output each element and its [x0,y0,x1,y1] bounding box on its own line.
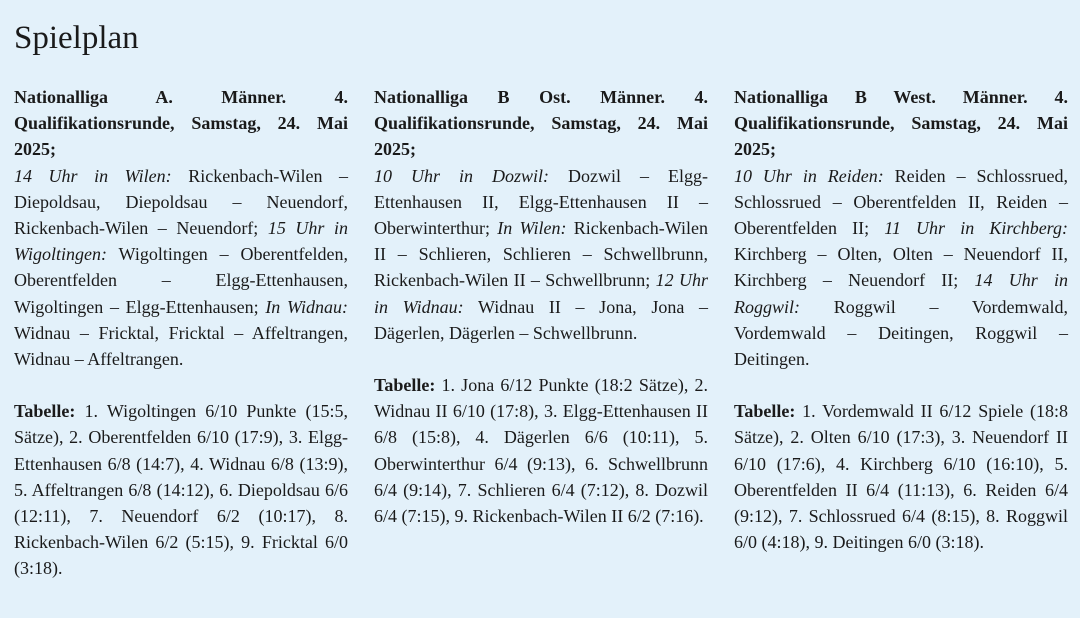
standings [374,372,708,529]
column-heading: Nationalliga B Ost. Männer. 4. Qualifikationsrunde, Samstag, 24. Mai 2025; [374,87,708,160]
game-pairings: Widnau II – Jona, Jona – Dägerlen, Dägerlen – Schwellbrunn. [374,296,708,343]
game-time-location: 10 Uhr in Reiden: [734,165,884,186]
game-time-location: In Wilen: [497,218,567,239]
standings-label: Tabelle: [14,401,76,422]
game-schedule [14,163,348,373]
column-nlb-west [734,84,1068,555]
standings-label: Tabelle: [734,401,796,422]
standings [734,398,1068,555]
game-pairings: Rickenbach-Wilen – Diepoldsau, Diepoldsau – Neuendorf, Rickenbach-Wilen – Neuendorf; [14,165,349,239]
game-time-location: In Widnau: [265,296,348,317]
game-schedule [374,163,708,346]
standings-text: 1. Jona 6/12 Punkte (18:2 Sätze), 2. Widnau II 6/10 (17:8), 3. Elgg-Ettenhausen II 6/8 (15:8), 4. Dägerlen 6/6 (10:11), 5. Oberwinterthur 6/4 (9:13), 6. Schwellbrunn 6/4 (9:14), 7. Schlieren 6/4 (7:12), 8. Dozwil 6/4 (7:15), 9. Rickenbach-Wilen II 6/2 (7:16). [374,375,708,527]
game-pairings: Widnau – Fricktal, Fricktal – Affeltrangen, Widnau – Affeltrangen. [14,322,348,370]
game-pairings: Kirchberg – Olten, Olten – Neuendorf II, Kirchberg – Neuendorf II; [734,244,1068,291]
game-time-location: 14 Uhr in Wilen: [14,165,172,186]
standings-text: 1. Wigoltingen 6/10 Punkte (15:5, Sätze), 2. Oberentfelden 6/10 (17:9), 3. Elgg-Ettenhausen 6/8 (14:7), 4. Widnau 6/8 (13:9), 5. Affeltrangen 6/8 (14:12), 6. Diepoldsau 6/6 (12:11), 7. Neuendorf 6/2 (10:17), 8. Rickenbach-Wilen 6/2 (5:15), 9. Fricktal 6/0 (3:18). [14,401,349,579]
column-nla [14,84,348,582]
standings-text: 1. Vordemwald II 6/12 Spiele (18:8 Sätze), 2. Olten 6/10 (17:3), 3. Neuendorf II 6/10 (17:6), 4. Kirchberg 6/10 (16:10), 5. Oberentfelden II 6/4 (11:13), 6. Reiden 6/4 (9:12), 7. Schlossrued 6/4 (8:15), 8. Roggwil 6/0 (4:18), 9. Deitingen 6/0 (3:18). [734,401,1068,553]
standings [14,398,348,581]
column-heading: Nationalliga A. Männer. 4. Qualifikationsrunde, Samstag, 24. Mai 2025; [14,87,348,160]
column-heading: Nationalliga B West. Männer. 4. Qualifikationsrunde, Samstag, 24. Mai 2025; [734,87,1068,160]
game-time-location: 10 Uhr in Dozwil: [374,165,550,186]
standings-label: Tabelle: [374,375,436,396]
game-time-location: 11 Uhr in Kirchberg: [884,218,1069,239]
game-pairings: Roggwil – Vordemwald, Vordemwald – Deitingen, Roggwil – Deitingen. [734,296,1068,370]
game-schedule [734,163,1068,373]
page-title: Spielplan [14,20,139,56]
game-time-location: 15 Uhr in Wigoltingen: [14,218,348,265]
game-pairings: Wigoltingen – Oberentfelden, Oberentfelden – Elgg-Ettenhausen, Wigoltingen – Elgg-Ettenhausen; [14,244,348,317]
game-time-location: 12 Uhr in Widnau: [374,270,708,317]
game-pairings: Reiden – Schlossrued, Schlossrued – Oberentfelden II, Reiden – Oberentfelden II; [734,165,1068,239]
game-pairings: Rickenbach-Wilen II – Schlieren, Schlieren – Schwellbrunn, Rickenbach-Wilen II – Schwellbrunn; [374,218,709,291]
game-time-location: 14 Uhr in Roggwil: [734,270,1068,317]
column-nlb-ost [374,84,708,529]
game-pairings: Dozwil – Elgg-Ettenhausen II, Elgg-Ettenhausen II – Oberwinterthur; [374,165,708,239]
